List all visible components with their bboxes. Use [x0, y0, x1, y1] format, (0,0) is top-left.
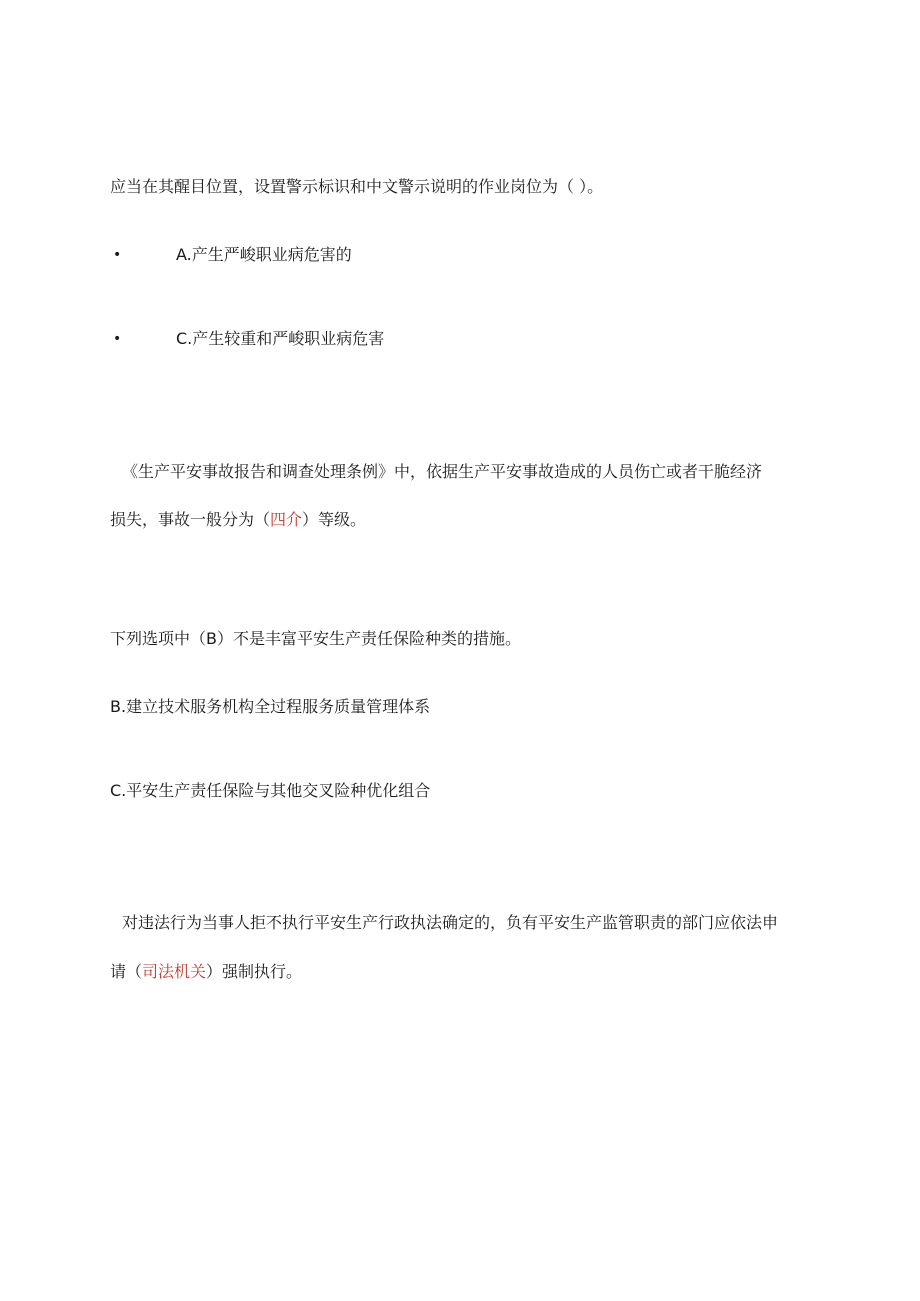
question-4-answer: 司法机关	[142, 962, 207, 981]
question-2-text-before: 损失，事故一般分为（	[110, 510, 271, 529]
question-4-line-1: 对违法行为当事人拒不执行平安生产行政执法确定的，负有平安生产监管职责的部门应依法申	[122, 913, 779, 932]
question-4-text-before: 请（	[110, 962, 143, 981]
question-4-line-2	[110, 960, 302, 984]
question-2-line-2	[110, 508, 366, 532]
question-3-option-c: C.平安生产责任保险与其他交叉险种优化组合	[110, 781, 431, 800]
bullet-icon: •	[113, 247, 122, 263]
question-2-answer: 四介	[270, 510, 303, 529]
question-1-option-a: A.产生严峻职业病危害的	[176, 245, 352, 264]
question-2-line-1: 《生产平安事故报告和调查处理条例》中，依据生产平安事故造成的人员伤亡或者干脆经济	[122, 462, 763, 481]
bullet-icon: •	[113, 331, 122, 347]
question-4-text-after: ）强制执行。	[206, 962, 303, 981]
question-3-stem: 下列选项中（B）不是丰富平安生产责任保险种类的措施。	[110, 629, 521, 648]
question-2-text-after: ）等级。	[302, 510, 367, 529]
question-1-option-c: C.产生较重和严峻职业病危害	[176, 329, 385, 348]
question-1-stem: 应当在其醒目位置，设置警示标识和中文警示说明的作业岗位为（ ）。	[110, 177, 604, 196]
question-3-option-b: B.建立技术服务机构全过程服务质量管理体系	[110, 697, 431, 716]
